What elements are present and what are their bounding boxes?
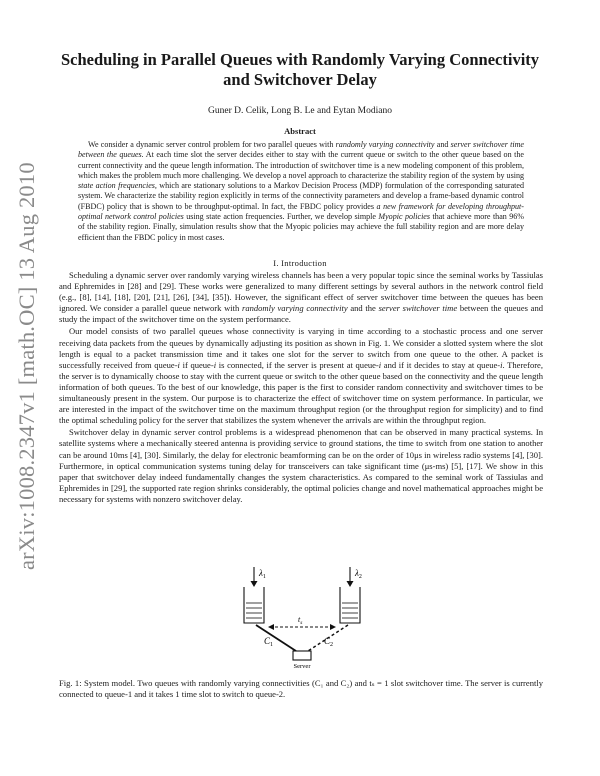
abstract	[78, 140, 524, 243]
paragraph-1: Scheduling a dynamic server over randomly varying wireless channels has been a very popular topic since the seminal works by Tassiulas and Ephremides in [28] and [29]. These works were generalized to many different settings by several authors in the network control field (e.g., [8], [14], [18], [20], [21], [26], [34], [35]). However, the significant effect of server switchover time between the queues has been ignored. We consider a parallel queue network with randomly varying connectivity and the server switchover time between the queues and study the impact of the switchover time on the system performance.	[59, 270, 543, 325]
server-box	[293, 651, 311, 660]
lambda-2-label: $\lambda_2$	[355, 568, 362, 580]
arxiv-identifier: arXiv:1008.2347v1 [math.OC] 13 Aug 2010	[14, 162, 39, 570]
paragraph-2: Our model consists of two parallel queues whose connectivity is varying in time according to a stochastic process and one server receiving data packets from the queues by dynamically adjusting its position as shown in Fig. 1. We consider a slotted system where the slot length is equal to a packet transmission time and it takes one slot for the server to switch from one queue to the other. A packet is successfully received from queue-i if queue-i is connected, if the server is present at queue-i and if it decides to stay at queue-i. Therefore, the server is to dynamically choose to stay with the current queue or switch to the other queue based on the connectivity and the queue length information of both queues. To the best of our knowledge, this paper is the first to consider random connectivity and switchover times to be simultaneously present in the system. Our purpose is to characterize the effect of switchover time on system performance. In particular, we are interested in the impact of the switchover time on the maximum throughput region (or the throughput region for simplicity) and to find the optimal scheduling policy for the server that stabilizes the system whenever the arrivals are within the throughput region.	[59, 326, 543, 426]
lambda-1-label: $\lambda_1$	[259, 568, 266, 580]
system-model-figure	[230, 565, 380, 669]
server-label: Server	[293, 663, 311, 669]
queue-1	[244, 587, 264, 623]
paper-title: Scheduling in Parallel Queues with Randomly Varying Connectivity and Switchover Delay	[60, 50, 540, 89]
figure-caption: Fig. 1: System model. Two queues with randomly varying connectivities (C₁ and C₂) and tₛ = 1 slot switchover time. The server is currently connected to queue-1 and it takes 1 time slot to switch to queue-2.	[59, 678, 543, 700]
authors: Guner D. Celik, Long B. Le and Eytan Modiano	[208, 106, 392, 116]
c1-label: $C_1$	[264, 636, 274, 648]
switchover-label: $t_s$	[298, 615, 303, 626]
paragraph-3: Switchover delay in dynamic server control problems is a widespread phenomenon that can be observed in many practical systems. In satellite systems where a mechanically steered antenna is providing service to ground stations, the time to switch from one station to another can be around 10ms [4], [30]. Similarly, the delay for electronic beamforming can be on the order of 10μs in wireless radio systems [4], [30]. Furthermore, in optical communication systems tuning delay for transceivers can take significant time (μs-ms) [5], [17]. We show in this paper that switchover delay indeed fundamentally changes the system characteristics. As compared to the seminal work of Tassiulas and Ephremides in [29], the supported rate region shrinks considerably, the optimal policies change and novel mathematical approaches might be necessary for systems with nonzero switchover delay.	[59, 427, 543, 504]
connectivity-link-1	[256, 625, 296, 651]
queue-2	[340, 587, 360, 623]
c2-label: $C_2$	[324, 636, 334, 648]
arrival-arrowhead-2	[347, 581, 354, 587]
section-heading-introduction: I. Introduction	[273, 258, 327, 268]
abstract-paragraph: We consider a dynamic server control problem for two parallel queues with randomly varying connectivity and server switchover time between the queues. At each time slot the server decides either to stay with the current queue or switch to the other queue based on the current connectivity and the queue length information. The introduction of switchover time is a new modeling component of this problem, which makes the problem much more challenging. We develop a novel approach to characterize the stability region of the system by using state action frequencies, which are stationary solutions to a Markov Decision Process (MDP) formulation of the corresponding saturated system. We characterize the stability region explicitly in terms of the connectivity parameters and develop a frame-based dynamic control (FBDC) policy that is shown to be throughput-optimal. In fact, the FBDC policy provides a new framework for developing throughput-optimal network control policies using state action frequencies. Further, we develop simple Myopic policies that achieve more than 96% of the stability region. Finally, simulation results show that the Myopic policies may achieve the full stability region and are more delay efficient than the FBDC policy in most cases.	[78, 140, 525, 242]
arrival-arrowhead-1	[251, 581, 258, 587]
introduction-body	[59, 270, 543, 506]
abstract-heading: Abstract	[284, 126, 316, 136]
